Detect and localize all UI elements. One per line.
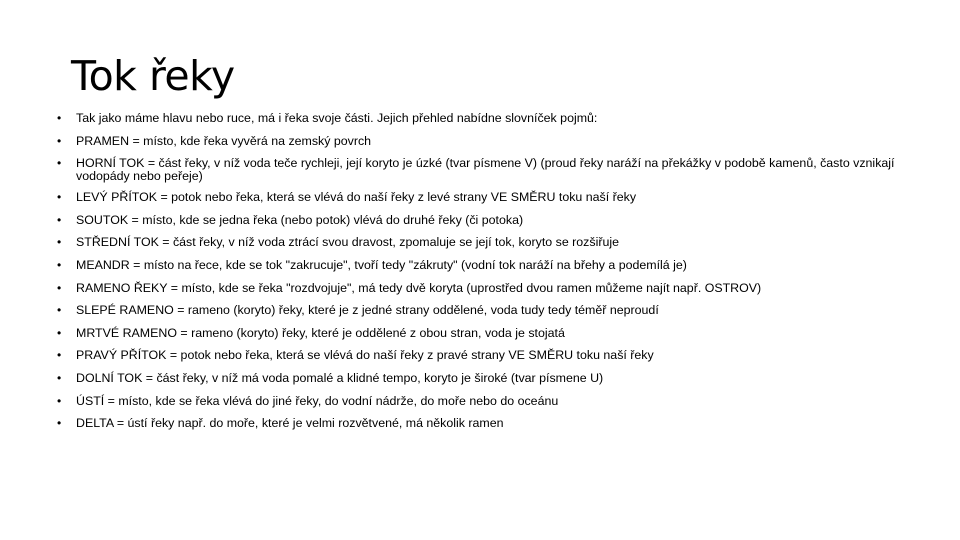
- term-list: [57, 112, 927, 440]
- list-item: • RAMENO ŘEKY = místo, kde se řeka "rozdvojuje", má tedy dvě koryta (uprostřed dvou ramen můžeme najít např. OSTROV): [57, 282, 927, 295]
- list-item: • MEANDR = místo na řece, kde se tok "zakrucuje", tvoří tedy "zákruty" (vodní tok naráží na břehy a podemílá je): [57, 259, 927, 272]
- slide-title: Tok řeky: [71, 52, 235, 100]
- list-item: • DOLNÍ TOK = část řeky, v níž má voda pomalé a klidné tempo, koryto je široké (tvar písmene U): [57, 372, 927, 385]
- list-item: • DELTA = ústí řeky např. do moře, které je velmi rozvětvené, má několik ramen: [57, 417, 927, 430]
- list-item: • STŘEDNÍ TOK = část řeky, v níž voda ztrácí svou dravost, zpomaluje se její tok, koryto se rozšiřuje: [57, 236, 927, 249]
- list-item: • LEVÝ PŘÍTOK = potok nebo řeka, která se vlévá do naší řeky z levé strany VE SMĚRU toku naší řeky: [57, 191, 927, 204]
- list-item: • ÚSTÍ = místo, kde se řeka vlévá do jiné řeky, do vodní nádrže, do moře nebo do oceánu: [57, 395, 927, 408]
- list-item: • SOUTOK = místo, kde se jedna řeka (nebo potok) vlévá do druhé řeky (či potoka): [57, 214, 927, 227]
- list-item: • HORNÍ TOK = část řeky, v níž voda teče rychleji, její koryto je úzké (tvar písmene V) (proud řeky naráží na překážky v podobě kamenů, často vznikají vodopády nebo peřeje): [57, 157, 927, 183]
- list-item: • PRAVÝ PŘÍTOK = potok nebo řeka, která se vlévá do naší řeky z pravé strany VE SMĚRU toku naší řeky: [57, 349, 927, 362]
- list-item: • MRTVÉ RAMENO = rameno (koryto) řeky, které je oddělené z obou stran, voda je stojatá: [57, 327, 927, 340]
- list-item: • PRAMEN = místo, kde řeka vyvěrá na zemský povrch: [57, 135, 927, 148]
- list-item: • SLEPÉ RAMENO = rameno (koryto) řeky, které je z jedné strany oddělené, voda tudy tedy téměř neproudí: [57, 304, 927, 317]
- list-item: • Tak jako máme hlavu nebo ruce, má i řeka svoje části. Jejich přehled nabídne slovníček pojmů:: [57, 112, 927, 125]
